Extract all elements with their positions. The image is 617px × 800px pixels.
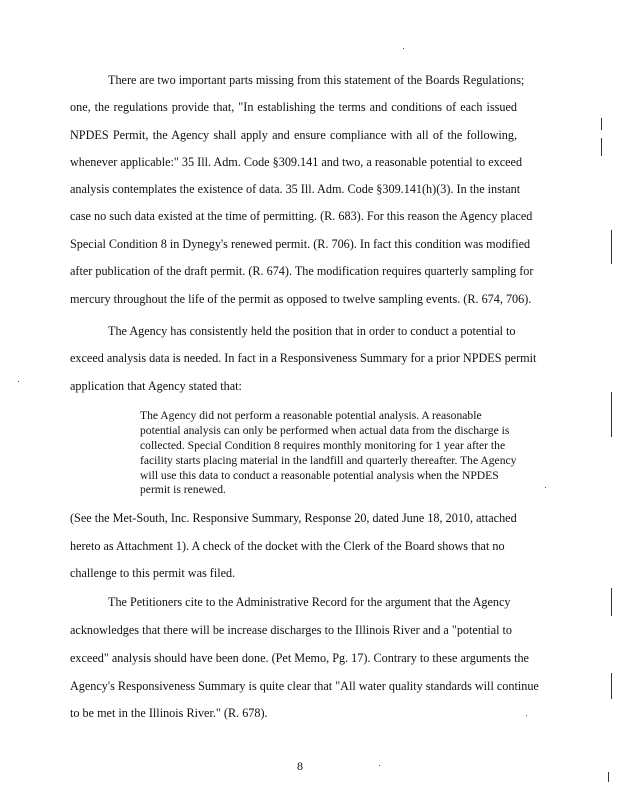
text-line: case no such data existed at the time of permitting. (R. 683). For this reason the Agency placed bbox=[70, 209, 533, 223]
quote-line: facility starts placing material in the landfill and quarterly thereafter. The Agency bbox=[140, 454, 517, 467]
text-line: whenever applicable:" 35 Ill. Adm. Code §309.141 and two, a reasonable potential to exceed bbox=[70, 155, 523, 169]
text-line: The Agency has consistently held the position that in order to conduct a potential to bbox=[108, 324, 516, 338]
quote-line: permit is renewed. bbox=[140, 483, 226, 496]
scan-mark bbox=[611, 392, 612, 437]
text-line: The Petitioners cite to the Administrative Record for the argument that the Agency bbox=[108, 595, 511, 609]
page-number: 8 bbox=[297, 759, 303, 773]
scan-speck bbox=[403, 48, 404, 49]
text-line: one, the regulations provide that, "In establishing the terms and conditions of each issued bbox=[70, 100, 517, 114]
scan-mark bbox=[601, 118, 602, 130]
text-line: challenge to this permit was filed. bbox=[70, 566, 236, 580]
text-line: There are two important parts missing from this statement of the Boards Regulations; bbox=[108, 73, 525, 87]
quote-line: will use this data to conduct a reasonable potential analysis when the NPDES bbox=[140, 469, 499, 482]
text-line: to be met in the Illinois River." (R. 678). bbox=[70, 706, 268, 720]
text-line: application that Agency stated that: bbox=[70, 379, 242, 393]
text-line: Agency's Responsiveness Summary is quite clear that "All water quality standards will continue bbox=[70, 679, 539, 693]
text-line: analysis contemplates the existence of data. 35 Ill. Adm. Code §309.141(h)(3). In the instant bbox=[70, 182, 521, 196]
text-line: mercury throughout the life of the permit as opposed to twelve sampling events. (R. 674, 706). bbox=[70, 292, 532, 306]
scan-mark bbox=[601, 138, 602, 156]
scan-speck bbox=[379, 765, 380, 766]
scan-mark bbox=[608, 772, 609, 782]
text-line: exceed" analysis should have been done. (Pet Memo, Pg. 17). Contrary to these arguments the bbox=[70, 651, 529, 665]
scan-speck bbox=[526, 715, 527, 716]
text-line: NPDES Permit, the Agency shall apply and ensure compliance with all of the following, bbox=[70, 128, 517, 142]
scan-mark bbox=[611, 673, 612, 699]
scan-speck bbox=[18, 381, 19, 382]
scan-speck bbox=[545, 487, 546, 488]
text-line: Special Condition 8 in Dynegy's renewed permit. (R. 706). In fact this condition was modified bbox=[70, 237, 531, 251]
quote-line: The Agency did not perform a reasonable potential analysis. A reasonable bbox=[140, 409, 482, 422]
quote-line: potential analysis can only be performed when actual data from the discharge is bbox=[140, 424, 510, 437]
text-line: after publication of the draft permit. (R. 674). The modification requires quarterly sampling for bbox=[70, 264, 534, 278]
text-line: (See the Met-South, Inc. Responsive Summary, Response 20, dated June 18, 2010, attached bbox=[70, 511, 517, 525]
text-line: hereto as Attachment 1). A check of the docket with the Clerk of the Board shows that no bbox=[70, 539, 505, 553]
text-line: exceed analysis data is needed. In fact in a Responsiveness Summary for a prior NPDES permit bbox=[70, 351, 537, 365]
scan-mark bbox=[611, 588, 612, 616]
text-line: acknowledges that there will be increase discharges to the Illinois River and a "potential to bbox=[70, 623, 513, 637]
quote-line: collected. Special Condition 8 requires monthly monitoring for 1 year after the bbox=[140, 439, 506, 452]
scan-mark bbox=[611, 230, 612, 264]
